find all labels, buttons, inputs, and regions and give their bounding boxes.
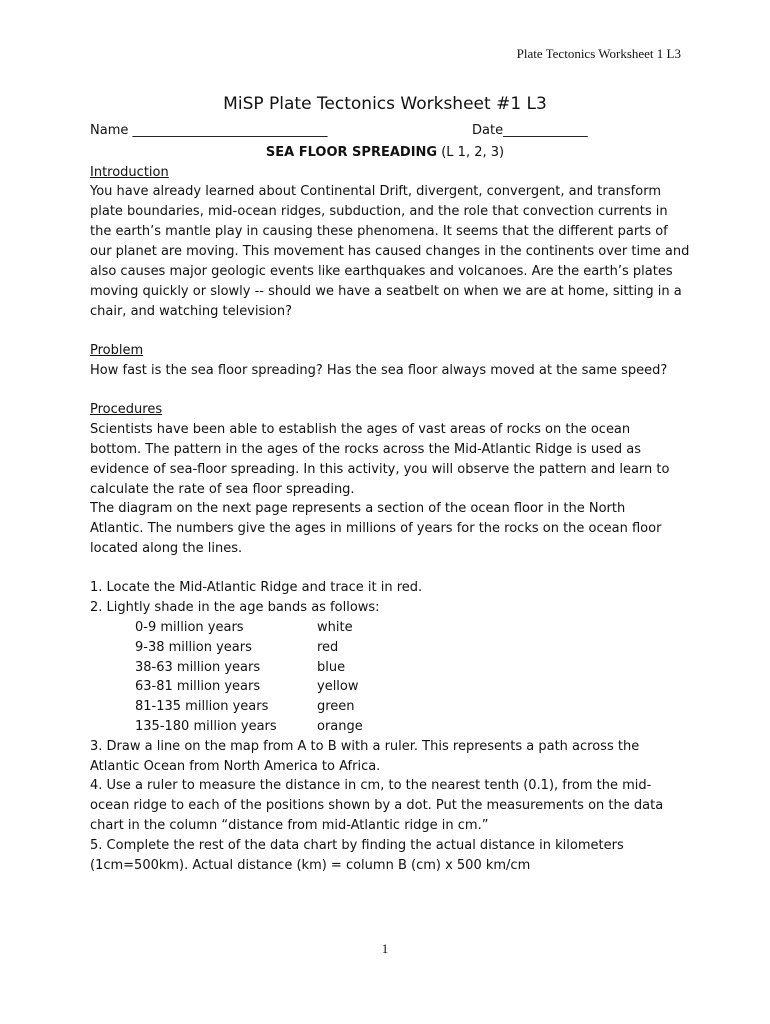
subtitle	[0, 143, 770, 163]
page-title: MiSP Plate Tectonics Worksheet #1 L3	[223, 94, 547, 114]
age-band-range: 81-135 million years	[135, 699, 269, 714]
step-line: 3. Draw a line on the map from A to B with a ruler. This represents a path across the	[90, 739, 640, 754]
step-line: 5. Complete the rest of the data chart by finding the actual distance in kilometers	[90, 838, 624, 853]
name-line: Name ______________________________	[90, 123, 328, 138]
procedures-heading: Procedures	[90, 402, 163, 417]
procedures-line: calculate the rate of sea floor spreading.	[90, 482, 355, 497]
procedures-line: Scientists have been able to establish the ages of vast areas of rocks on the ocean	[90, 422, 631, 437]
step-line: (1cm=500km). Actual distance (km) = column B (cm) x 500 km/cm	[90, 858, 531, 873]
intro-line: chair, and watching television?	[90, 304, 292, 319]
step-line: chart in the column “distance from mid-Atlantic ridge in cm.”	[90, 818, 489, 833]
subtitle-bold: SEA FLOOR SPREADING	[265, 145, 438, 160]
age-band-color: yellow	[317, 679, 359, 694]
procedures-line: located along the lines.	[90, 541, 243, 556]
intro-line: moving quickly or slowly -- should we have a seatbelt on when we are at home, sitting in a	[90, 284, 682, 299]
introduction-heading: Introduction	[90, 165, 169, 180]
age-band-row	[135, 638, 339, 658]
intro-line: the earth’s mantle play in causing these phenomena. It seems that the different parts of	[90, 224, 668, 239]
running-header: Plate Tectonics Worksheet 1 L3	[516, 46, 681, 61]
step-line: 4. Use a ruler to measure the distance in cm, to the nearest tenth (0.1), from the mid-	[90, 778, 652, 793]
age-band-range: 9-38 million years	[135, 640, 252, 655]
step-2: 2. Lightly shade in the age bands as follows:	[90, 600, 380, 615]
step-line: ocean ridge to each of the positions shown by a dot. Put the measurements on the data	[90, 798, 664, 813]
problem-heading: Problem	[90, 343, 144, 358]
age-band-range: 0-9 million years	[135, 620, 244, 635]
age-band-row	[135, 658, 346, 678]
age-band-row	[135, 697, 355, 717]
procedures-line: Atlantic. The numbers give the ages in millions of years for the rocks on the ocean floor	[90, 521, 662, 536]
age-band-color: orange	[317, 719, 363, 734]
subtitle-levels: (L 1, 2, 3)	[437, 145, 505, 160]
age-band-row	[135, 717, 363, 737]
age-band-color: red	[317, 640, 339, 655]
age-band-range: 38-63 million years	[135, 660, 261, 675]
age-band-color: blue	[317, 660, 346, 675]
date-line: Date_____________	[472, 123, 588, 138]
step-1: 1. Locate the Mid-Atlantic Ridge and trace it in red.	[90, 580, 423, 595]
step-line: Atlantic Ocean from North America to Africa.	[90, 759, 381, 774]
procedures-line: bottom. The pattern in the ages of the rocks across the Mid-Atlantic Ridge is used as	[90, 442, 642, 457]
procedures-line: evidence of sea-floor spreading. In this activity, you will observe the pattern and learn to	[90, 462, 670, 477]
page-number: 1	[381, 941, 389, 956]
age-band-row	[135, 618, 353, 638]
intro-line: also causes major geologic events like earthquakes and volcanoes. Are the earth’s plates	[90, 264, 673, 279]
intro-line: plate boundaries, mid-ocean ridges, subduction, and the role that convection currents in	[90, 204, 668, 219]
age-band-color: white	[317, 620, 353, 635]
age-band-range: 135-180 million years	[135, 719, 277, 734]
procedures-line: The diagram on the next page represents a section of the ocean floor in the North	[90, 501, 626, 516]
age-band-row	[135, 677, 359, 697]
age-band-color: green	[317, 699, 355, 714]
intro-line: our planet are moving. This movement has caused changes in the continents over time and	[90, 244, 690, 259]
age-band-range: 63-81 million years	[135, 679, 261, 694]
problem-text: How fast is the sea floor spreading? Has the sea floor always moved at the same speed?	[90, 363, 668, 378]
intro-line: You have already learned about Continental Drift, divergent, convergent, and transform	[90, 184, 661, 199]
